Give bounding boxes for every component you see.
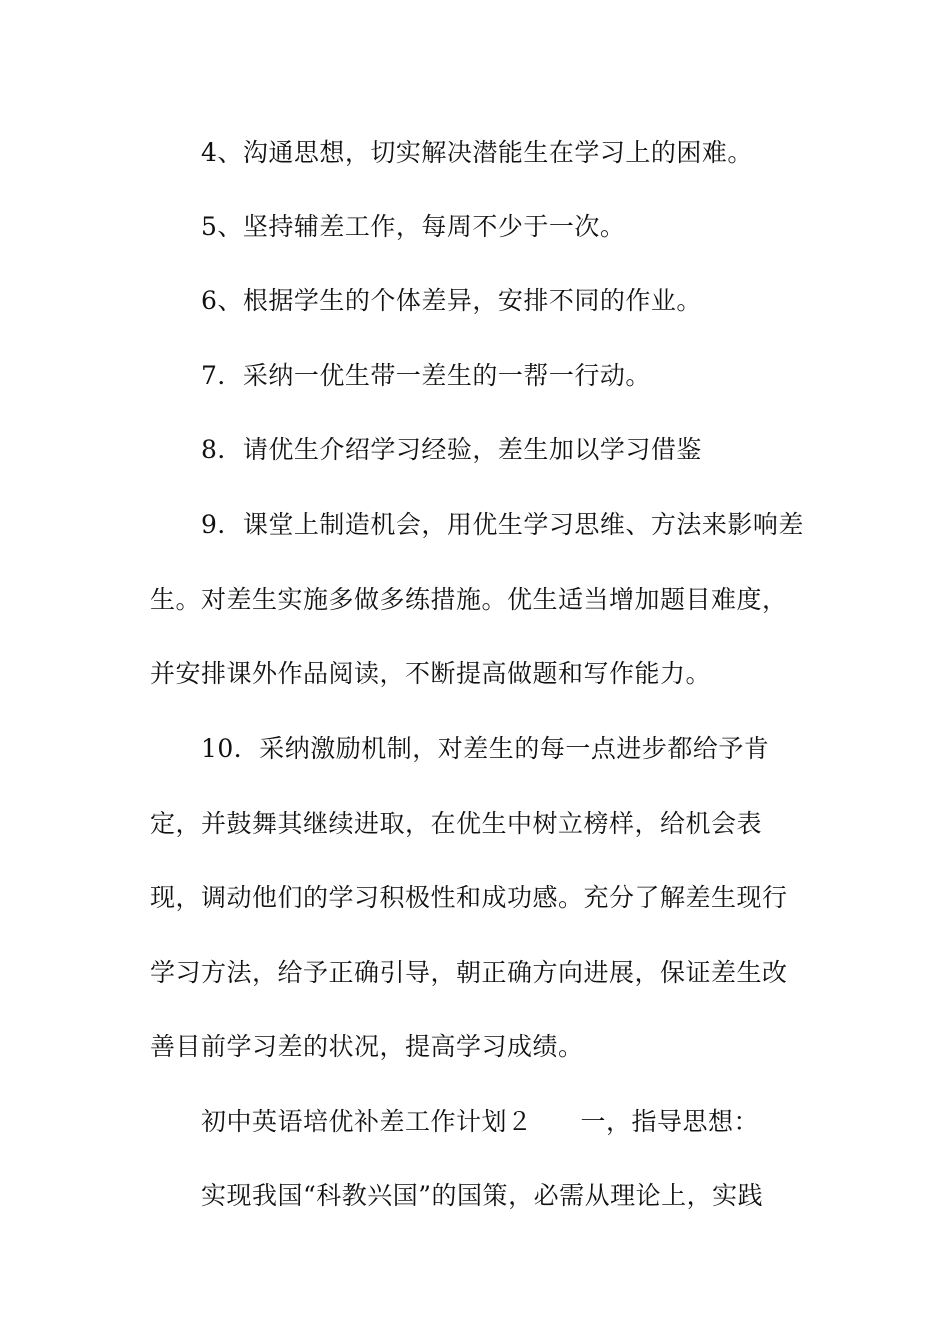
item-8: 8．请优生介绍学习经验，差生加以学习借鉴 bbox=[201, 435, 702, 464]
section-title-line bbox=[201, 1106, 861, 1138]
item-9-line-1: 9．课堂上制造机会，用优生学习思维、方法来影响差 bbox=[201, 510, 804, 539]
item-7: 7．采纳一优生带一差生的一帮一行动。 bbox=[201, 361, 651, 390]
item-9-line-2: 生。对差生实施多做多练措施。优生适当增加题目难度， bbox=[150, 585, 788, 614]
item-10-line-5: 善目前学习差的状况，提高学习成绩。 bbox=[150, 1032, 584, 1061]
item-10-line-4: 学习方法，给予正确引导，朝正确方向进展，保证差生改 bbox=[150, 958, 788, 987]
item-4: 4、沟通思想，切实解决潜能生在学习上的困难。 bbox=[201, 138, 753, 167]
item-9-line-3: 并安排课外作品阅读，不断提高做题和写作能力。 bbox=[150, 659, 712, 688]
item-6: 6、根据学生的个体差异，安排不同的作业。 bbox=[201, 286, 702, 315]
item-10-line-3: 现，调动他们的学习积极性和成功感。充分了解差生现行 bbox=[150, 883, 788, 912]
item-10-line-2: 定，并鼓舞其继续进取，在优生中树立榜样，给机会表 bbox=[150, 809, 763, 838]
section-heading: 一，指导思想： bbox=[580, 1107, 760, 1136]
section-title: 初中英语培优补差工作计划２ bbox=[201, 1107, 533, 1136]
item-5: 5、坚持辅差工作，每周不少于一次。 bbox=[201, 212, 626, 241]
item-10-line-1: 10．采纳激励机制，对差生的每一点进步都给予肯 bbox=[201, 734, 770, 763]
paragraph-line: 实现我国“科教兴国”的国策，必需从理论上，实践 bbox=[201, 1181, 764, 1210]
